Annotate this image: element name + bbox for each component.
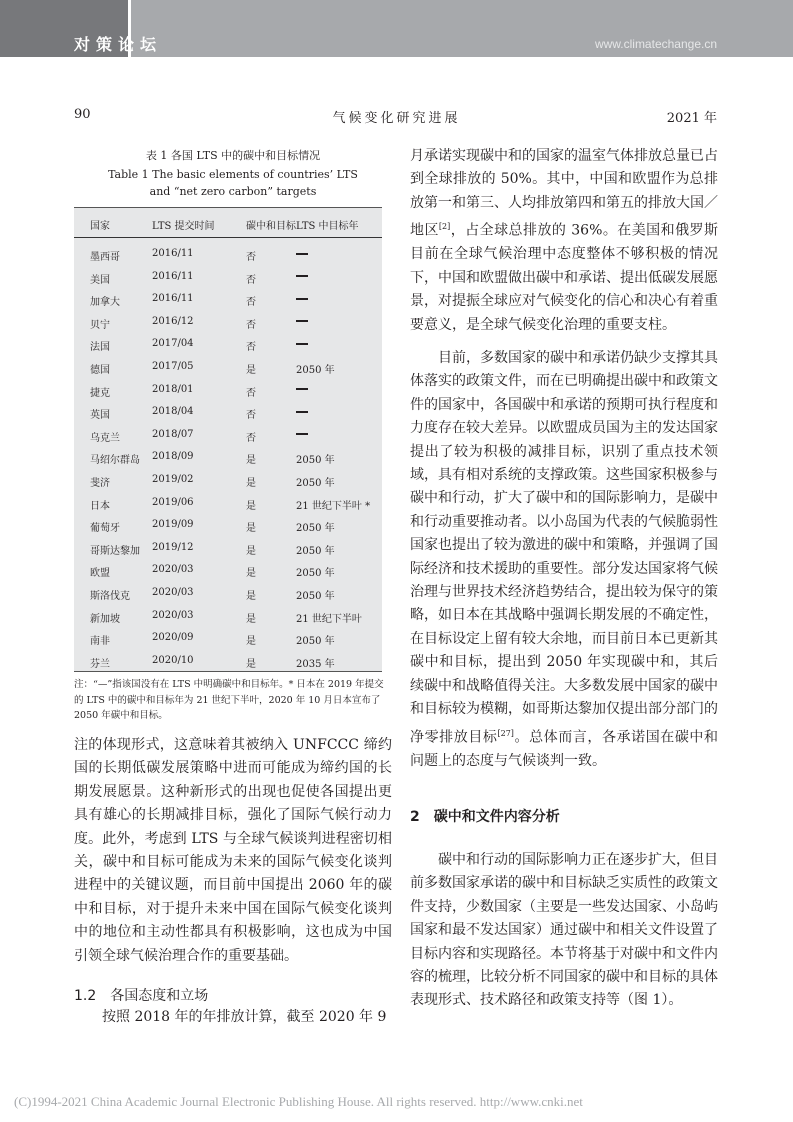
text: 。总体而言，各承诺国在碳中和问题上的态度与气候谈判一致。 (410, 729, 719, 769)
table-cell: 是 (246, 477, 256, 489)
table-row (74, 287, 382, 310)
table-row (74, 355, 382, 378)
table-cell: 斐济 (90, 477, 110, 489)
table-cell (296, 429, 308, 440)
table-row (74, 378, 382, 401)
table-cell: 英国 (90, 410, 110, 422)
table-cell: 2019/09 (152, 519, 194, 531)
table-row (74, 332, 382, 355)
table-cell (296, 316, 308, 327)
table-cell: 2050 年 (296, 455, 335, 467)
table-cell: 捷克 (90, 387, 110, 399)
table-row (74, 491, 382, 514)
dash-mark (296, 388, 308, 390)
table-cell: 21 世纪下半叶 (296, 613, 362, 625)
table-cell: 是 (246, 636, 256, 648)
table-cell: 否 (246, 387, 256, 399)
copyright-footer: (C)1994-2021 China Academic Journal Electronic Publishing House. All rights reserved. http://www.cnki.net (14, 1094, 583, 1109)
table-cell: 2035 年 (296, 658, 335, 670)
table-caption-cn: 表 1 各国 LTS 中的碳中和目标情况 (145, 149, 321, 162)
table-cell: 2018/01 (152, 383, 194, 395)
table-row (74, 649, 382, 672)
table-cell: 2050 年 (296, 477, 335, 489)
table-cell (296, 293, 308, 304)
dash-mark (296, 433, 308, 435)
table-cell: 2018/07 (152, 428, 194, 440)
table-cell: 2020/03 (152, 609, 194, 621)
table-cell: 21 世纪下半叶 * (296, 500, 371, 512)
table-cell (296, 271, 308, 282)
table-row (74, 400, 382, 423)
table-cell: 加拿大 (90, 297, 120, 309)
table-cell: 2020/09 (152, 632, 194, 644)
table-cell: 2018/09 (152, 451, 194, 463)
dash-mark (296, 275, 308, 277)
table-row (74, 423, 382, 446)
table-cell: 否 (246, 342, 256, 354)
table-cell: 葡萄牙 (90, 523, 120, 535)
table-cell: 墨西哥 (90, 252, 120, 263)
header-cell: 国家 (90, 221, 110, 232)
right-paragraph-2 (410, 347, 718, 773)
table-cell (296, 406, 308, 417)
table-cell: 芬兰 (90, 658, 110, 670)
table-cell: 是 (246, 523, 256, 535)
page-number: 90 (74, 107, 91, 122)
table-cell: 斯洛伐克 (90, 590, 130, 602)
table-cell: 欧盟 (90, 568, 110, 580)
table-cell: 是 (246, 545, 256, 557)
citation[interactable]: [27] (497, 728, 514, 738)
header-cell: LTS 中目标年 (296, 221, 359, 232)
table-cell: 2050 年 (296, 590, 335, 602)
table-cell: 2050 年 (296, 545, 335, 557)
table-cell (296, 338, 308, 349)
table-cell: 是 (246, 500, 256, 512)
table-cell: 2050 年 (296, 523, 335, 535)
table-cell: 2016/11 (152, 248, 194, 259)
table-cell: 2016/12 (152, 315, 194, 327)
dash-mark (296, 320, 308, 322)
right-paragraph-1 (410, 145, 718, 337)
table-cell: 2019/02 (152, 473, 194, 485)
table-row (74, 445, 382, 468)
dash-mark (296, 411, 308, 413)
table-cell: 2017/04 (152, 338, 194, 350)
lts-table (74, 207, 382, 672)
table-cell: 南非 (90, 636, 110, 648)
table-cell: 新加坡 (90, 613, 120, 625)
table-cell: 2050 年 (296, 636, 335, 648)
table-note: 注：“—”指该国没有在 LTS 中明确碳中和目标年。* 日本在 2019 年提交的 LTS 中的碳中和目标年为 21 世纪下半叶，2020 年 10 月日本宣布了 2050 年碳中和目标。 (74, 679, 384, 721)
table-cell: 美国 (90, 274, 110, 286)
table-cell: 否 (246, 297, 256, 309)
table-row (74, 242, 382, 265)
table-row (74, 558, 382, 581)
table-cell: 马绍尔群岛 (90, 455, 140, 467)
table-cell: 否 (246, 274, 256, 286)
dash-mark (296, 343, 308, 345)
table-cell: 哥斯达黎加 (90, 545, 140, 557)
table-cell: 2050 年 (296, 568, 335, 580)
table-cell: 否 (246, 432, 256, 444)
table-header (74, 208, 382, 238)
table-caption-en: Table 1 The basic elements of countries’ LTS and “net zero carbon” targets (108, 168, 358, 198)
table-cell: 是 (246, 568, 256, 580)
text: 目前，多数国家的碳中和承诺仍缺少支撑其具体落实的政策文件，而在已明确提出碳中和政策文件的国家中，各国碳中和承诺的预期可执行程度和力度存在较大差异。以欧盟成员国为主的发达国家提出了较为积极的减排目标，识别了重点技术领域，具有相对系统的支撑政策。这些国家积极参与碳中和行动，扩大了碳中和的国际影响力，是碳中和行动重要推动者。以小岛国为代表的气候脆弱性国家也提出了较为激进的碳中和策略，并强调了国际经济和技术援助的重要性。部分发达国家将气候治理与世界技术经济趋势结合，提出较为保守的策略，如日本在其战略中强调长期发展的不确定性，在目标设定上留有较大余地，而目前日本已更新其碳中和目标，提出到 2050 年实现碳中和，其后续碳中和战略值得关注。大多数发展中国家的碳中和目标较为模糊，如哥斯达黎加仅提出部分部门的净零排放目标 (410, 350, 718, 746)
table-cell: 2020/03 (152, 564, 194, 576)
year: 2021 年 (666, 111, 717, 126)
table-cell: 是 (246, 364, 256, 376)
table-row (74, 468, 382, 491)
table-row (74, 265, 382, 288)
table-cell: 法国 (90, 342, 110, 354)
table-cell: 2017/05 (152, 360, 194, 372)
citation[interactable]: [2] (438, 222, 451, 232)
table-cell: 日本 (90, 500, 110, 512)
table-cell: 贝宁 (90, 319, 110, 331)
journal-title: 气候变化研究进展 (332, 111, 461, 126)
dash-mark (296, 253, 308, 255)
dash-mark (296, 298, 308, 300)
table-cell: 是 (246, 613, 256, 625)
table-cell: 否 (246, 410, 256, 422)
table-cell: 乌克兰 (90, 432, 120, 444)
table-cell: 否 (246, 319, 256, 331)
table-cell: 是 (246, 658, 256, 670)
header-cell: 碳中和目标 (246, 221, 296, 232)
table-row (74, 536, 382, 559)
left-paragraph-2: 按照 2018 年的年排放计算，截至 2020 年 9 (102, 1009, 387, 1025)
table-cell: 德国 (90, 364, 110, 376)
site-url[interactable]: www.climatechange.cn (594, 37, 717, 51)
table-cell: 2018/04 (152, 406, 194, 418)
table-cell: 是 (246, 455, 256, 467)
right-paragraph-3: 碳中和行动的国际影响力正在逐步扩大，但目前多数国家承诺的碳中和目标缺乏实质性的政策文件支持，少数国家（主要是一些发达国家、小岛屿国家和最不发达国家）通过碳中和相关文件设置了目标内容和实现路径。本节将基于对碳中和文件内容的梳理，比较分析不同国家的碳中和目标的具体表现形式、技术路径和政策支持等（图 1）。 (410, 852, 718, 1009)
table-cell (296, 248, 308, 259)
table-cell: 2020/10 (152, 654, 194, 666)
table-cell: 是 (246, 590, 256, 602)
section-tag: 对策论坛 (74, 35, 163, 54)
table-row (74, 626, 382, 649)
heading-2: 2 碳中和文件内容分析 (410, 809, 560, 825)
table-cell (296, 384, 308, 395)
table-cell: 否 (246, 252, 256, 263)
table-cell: 2019/12 (152, 541, 194, 553)
table-cell: 2020/03 (152, 586, 194, 598)
heading-1-2: 1.2 各国态度和立场 (74, 988, 209, 1004)
left-paragraph-1: 注的体现形式，这意味着其被纳入 UNFCCC 缔约国的长期低碳发展策略中进而可能成为缔约国的长期发展愿景。这种新形式的出现也促使各国提出更具有雄心的长期减排目标，强化了国际气候行动力度。此外，考虑到 LTS 与全球气候谈判进程密切相关，碳中和目标可能成为未来的国际气候变化谈判进程中的关键议题，而目前中国提出 2060 年的碳中和目标，对于提升未来中国在国际气候变化谈判中的地位和主动性都具有积极影响，这也成为中国引领全球气候治理合作的重要基础。 (74, 737, 392, 964)
header-cell: LTS 提交时间 (152, 221, 215, 232)
table-row (74, 513, 382, 536)
table-row (74, 604, 382, 627)
table-cell: 2050 年 (296, 364, 335, 376)
table-row (74, 310, 382, 333)
table-row (74, 581, 382, 604)
table-cell: 2016/11 (152, 293, 194, 305)
text: 月承诺实现碳中和的国家的温室气体排放总量已占到全球排放的 50%。其中，中国和欧盟作为总排放第一和第三、人均排放第四和第五的排放大国／地区 (410, 148, 718, 239)
text: ，占全球总排放的 36%。在美国和俄罗斯目前在全球气候治理中态度整体不够积极的情况下，中国和欧盟做出碳中和承诺、提出低碳发展愿景，对提振全球应对气候变化的信心和决心有着重要意义，是全球气候变化治理的重要支柱。 (410, 222, 719, 333)
table-cell: 2019/06 (152, 496, 194, 508)
table-cell: 2016/11 (152, 270, 194, 282)
